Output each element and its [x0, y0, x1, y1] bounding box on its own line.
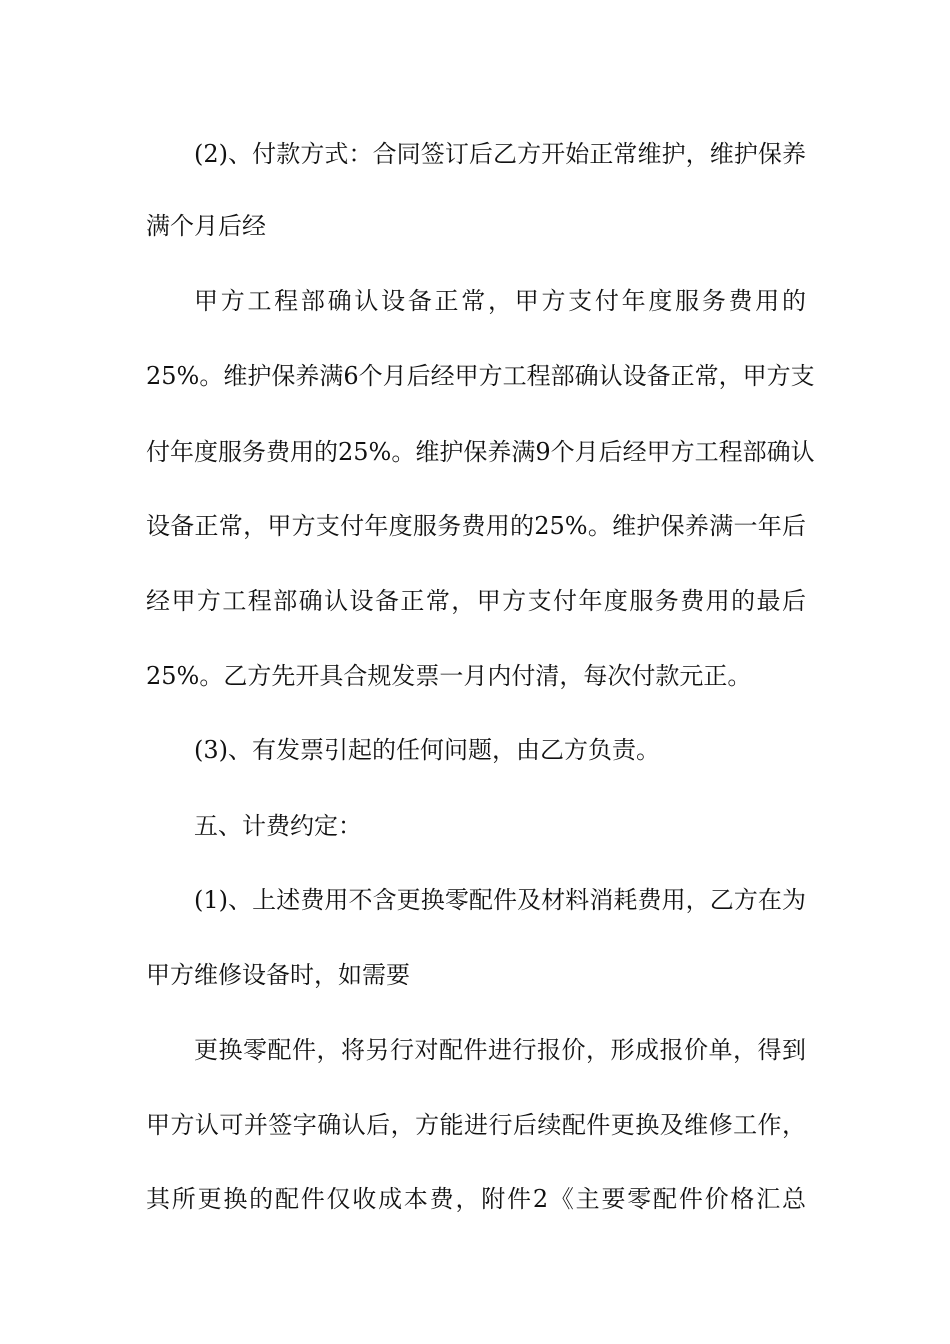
paragraph-line: 甲方工程部确认设备正常，甲方支付年度服务费用的 — [194, 287, 806, 315]
paragraph-line: 更换零配件，将另行对配件进行报价，形成报价单，得到 — [194, 1036, 806, 1064]
section-heading-billing: 五、计费约定： — [194, 812, 362, 840]
paragraph-line-payment-method: (2)、付款方式：合同签订后乙方开始正常维护，维护保养 — [194, 140, 806, 168]
paragraph-line: 满个月后经 — [146, 212, 266, 240]
paragraph-line: 付年度服务费用的25%。维护保养满9个月后经甲方工程部确认 — [146, 438, 815, 466]
paragraph-line: 经甲方工程部确认设备正常，甲方支付年度服务费用的最后 — [146, 587, 806, 615]
paragraph-line: 25%。维护保养满6个月后经甲方工程部确认设备正常，甲方支 — [146, 362, 815, 390]
paragraph-line: 甲方认可并签字确认后，方能进行后续配件更换及维修工作， — [146, 1111, 806, 1139]
paragraph-line: 甲方维修设备时，如需要 — [146, 961, 410, 989]
paragraph-line: 25%。乙方先开具合规发票一月内付清，每次付款元正。 — [146, 662, 752, 690]
paragraph-line: 其所更换的配件仅收成本费，附件2《主要零配件价格汇总 — [146, 1185, 806, 1213]
paragraph-line-fees-exclusion: (1)、上述费用不含更换零配件及材料消耗费用，乙方在为 — [194, 886, 806, 914]
paragraph-line-invoice-issue: (3)、有发票引起的任何问题，由乙方负责。 — [194, 736, 660, 764]
paragraph-line: 设备正常，甲方支付年度服务费用的25%。维护保养满一年后 — [146, 512, 806, 540]
